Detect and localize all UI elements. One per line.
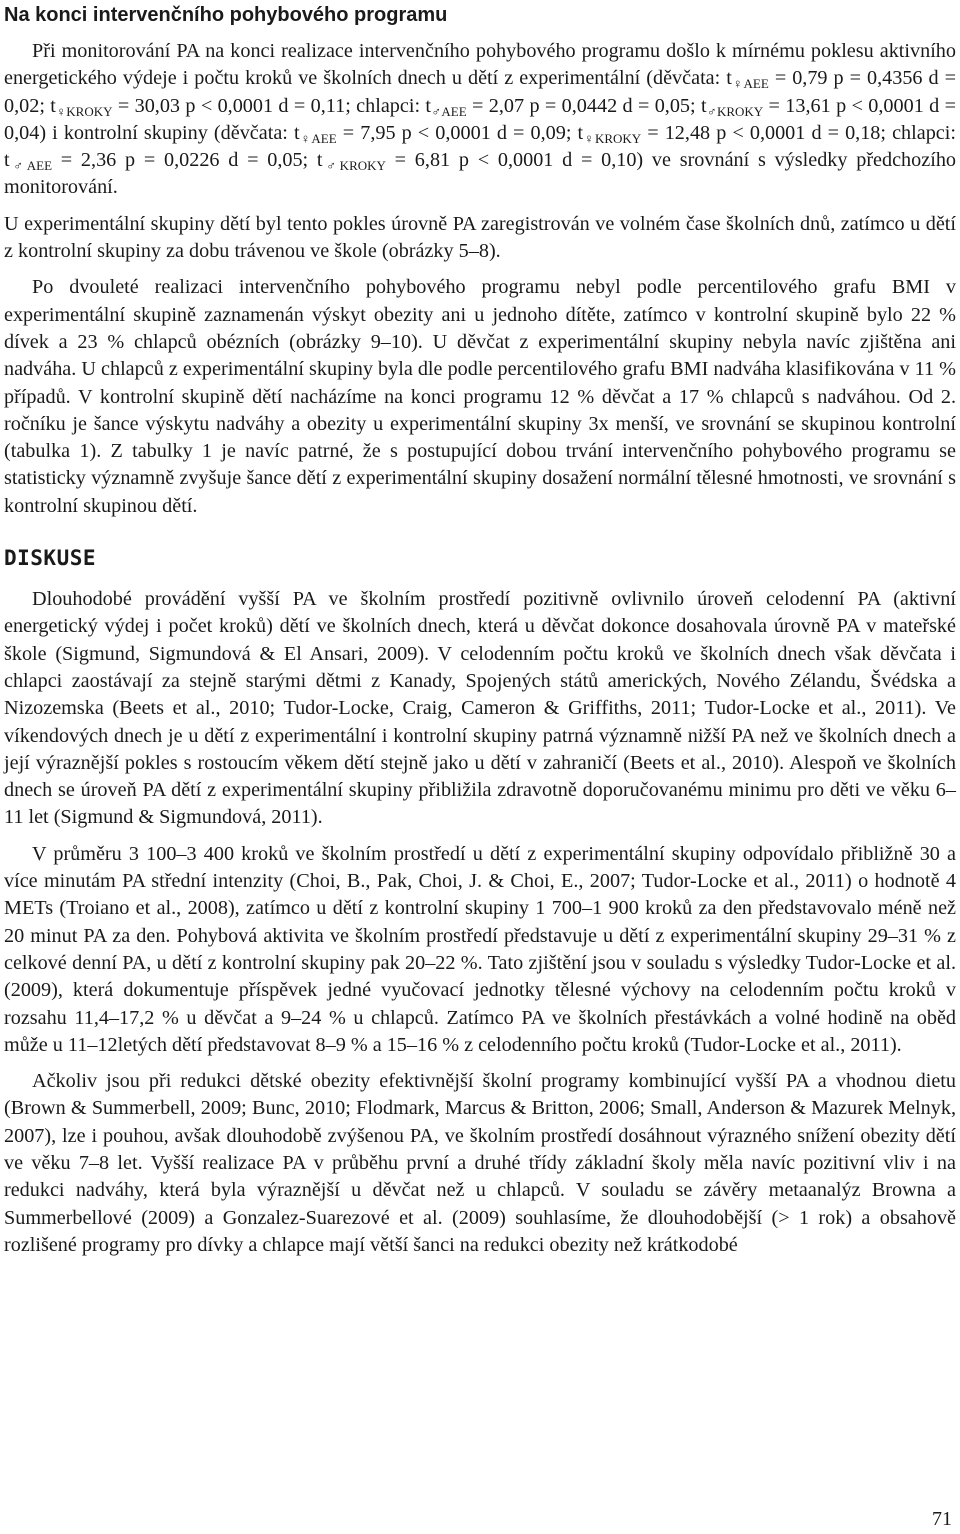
results-paragraph-statistics	[4, 38, 956, 202]
subscript-girls-aee: ♀AEE	[299, 130, 337, 146]
results-paragraph-bmi: Po dvouleté realizaci intervenčního pohybového programu nebyl podle percentilového grafu BMI v experimentální skupině zaznamenán výskyt obezity ani u jednoho dítěte, zatímco v kontrolní skupině bylo 22 % dívek a 23 % chlapců obézních (obrázky 9–10). U děvčat z experimentální skupiny nebyla navíc zjištěna ani nadváha. U chlapců z experimentální skupiny byla dle podle percentilového grafu BMI nadváha klasifikována v 11 % případů. V kontrolní skupině dětí nacházíme na konci programu 12 % děvčat a 17 % chlapců s nadváhou. Od 2. ročníku je šance výskytu nadváhy a obezity u experimentální skupiny 3x menší, ve srovnání se skupinou kontrolní (tabulka 1). Z tabulky 1 je navíc patrné, že s postupující dobou trvání intervenčního pohybového programu se statisticky významně zvyšuje šance dětí z experimentální skupiny dosažení normální tělesné hmotnosti, ve srovnání s kontrolní skupinou dětí.	[4, 276, 956, 517]
text-run: = 0,79 p = 0,4356 d = 0,02; t	[4, 67, 957, 117]
subscript-girls-steps: ♀KROKY	[55, 103, 113, 119]
text-run: = 6,81 p < 0,0001 d = 0,10) ve srovnání s výsledky předchozího monitorování.	[4, 149, 957, 199]
section-heading-discussion: DISKUSE	[4, 546, 97, 571]
subscript-boys-aee: ♂AEE	[431, 103, 467, 119]
section-heading-end-of-program: Na konci intervenčního pohybového programu	[4, 4, 448, 26]
text-run: = 2,36 p = 0,0226 d = 0,05; t	[52, 149, 323, 172]
text-run: = 2,07 p = 0,0442 d = 0,05; t	[466, 94, 707, 117]
subscript-boys-steps: ♂KROKY	[322, 158, 386, 174]
document-page	[4, 0, 956, 1268]
subscript-boys-aee: ♂AEE	[9, 158, 53, 174]
text-run: Při monitorování PA na konci realizace intervenčního pohybového programu došlo k mírnému poklesu aktivního energetického výdeje i počtu kroků ve školních dnech u dětí z experimentální (děvčata: t	[4, 40, 956, 90]
page-number: 71	[932, 1508, 952, 1530]
discussion-paragraph-2: V průměru 3 100–3 400 kroků ve školním prostředí u dětí z experimentální skupiny odpovídalo přibližně 30 a více minutám PA střední intenzity (Choi, B., Pak, Choi, J. & Choi, E., 2007; Tudor-Locke et al., 2011) o hodnotě 4 METs (Troiano et al., 2008), zatímco u dětí z kontrolní skupiny 1 700–1 900 kroků za den představovalo méně než 20 minut PA za den. Pohybová aktivita ve školním prostředí představuje u dětí z experimentální skupiny 29–31 % z celkové denní PA, u dětí z kontrolní skupiny pak 20–22 %. Tato zjištění jsou v souladu s výsledky Tudor-Locke et al. (2009), která dokumentuje příspěvek jedné vyučovací jednotky tělesné výchovy na celodenním počtu kroků v rozsahu 11,4–17,2 % u děvčat a 9–24 % u chlapců. Zatímco PA ve školních přestávkách a volné hodině na oběd může u 11–12letých dětí představovat 8–9 % a 15–16 % z celodenního počtu kroků (Tudor-Locke et al., 2011).	[4, 842, 956, 1056]
results-paragraph-decline: U experimentální skupiny dětí byl tento pokles úrovně PA zaregistrován ve volném čase školních dnů, zatímco u dětí z kontrolní skupiny za dobu trávenou ve škole (obrázky 5–8).	[4, 212, 956, 263]
subscript-girls-aee: ♀AEE	[731, 76, 769, 92]
discussion-paragraph-1: Dlouhodobé provádění vyšší PA ve školním prostředí pozitivně ovlivnilo úroveň celodenní PA (aktivní energetický výdej i počet kroků) dětí ve školních dnech, která u děvčat dokonce dosahovala úrovně PA v mateřské škole (Sigmund, Sigmundová & El Ansari, 2009). V celodenním počtu kroků ve školních dnech však děvčata i chlapci zaostávají za stejně starými dětmi z Kanady, Spojených států amerických, Nového Zélandu, Švédska a Nizozemska (Beets et al., 2010; Tudor-Locke, Craig, Cameron & Griffiths, 2011; Tudor-Locke et al., 2011). Ve víkendových dnech je u dětí z experimentální i kontrolní skupiny patrná významně nižší PA než ve školních dnech a její výraznější pokles s rostoucím věkem dětí stejně jako u dětí v zahraničí (Beets et al., 2010). Alespoň ve školních dnech se úroveň PA dětí z experimentální skupiny přibližila zdravotně doporučovanému minimu pro děti ve věku 6–11 let (Sigmund & Sigmundová, 2011).	[4, 588, 956, 829]
text-run: = 7,95 p < 0,0001 d = 0,09; t	[336, 121, 584, 144]
subscript-boys-steps: ♂KROKY	[706, 103, 764, 119]
discussion-paragraph-3: Ačkoliv jsou při redukci dětské obezity efektivnější školní programy kombinující vyšší PA a vhodnou dietu (Brown & Summerbell, 2009; Bunc, 2010; Flodmark, Marcus & Britton, 2006; Small, Anderson & Mazurek Melnyk, 2007), lze i pouhou, avšak dlouhodobě zvýšenou PA, ve školním prostředí dosáhnout výrazného snížení obezity dětí ve věku 7–8 let. Vyšší realizace PA v průběhu první a druhé třídy základní školy měla navíc pozitivní vliv i na redukci nadváhy, která byla výraznější u děvčat než u chlapců. V souladu se závěry metaanalýz Browna a Summerbellové (2009) a Gonzalez-Suarezové et al. (2009) souhlasíme, že dlouhodobější (> 1 rok) a obsahově rozlišené programy pro dívky a chlapce mají větší šanci na redukci obezity než krátkodobé	[4, 1070, 956, 1256]
subscript-girls-steps: ♀KROKY	[583, 130, 642, 146]
text-run: = 13,61 p < 0,0001 d = 0,04) i kontrolní skupiny (děvčata: t	[4, 94, 956, 144]
text-run: = 12,48 p < 0,0001 d = 0,18; chlapci: t	[4, 121, 956, 172]
text-run: = 30,03 p < 0,0001 d = 0,11; chlapci: t	[112, 94, 432, 117]
